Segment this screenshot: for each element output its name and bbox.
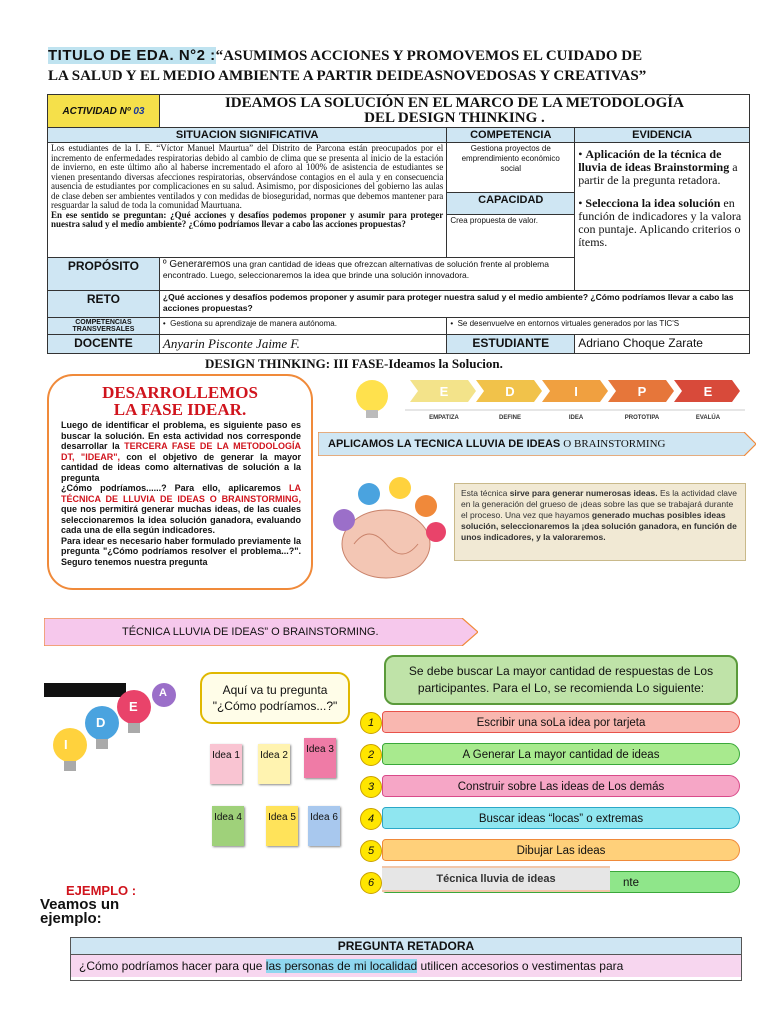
competencia-cell: Gestiona proyectos de emprendimiento económico social: [447, 143, 575, 193]
situacion-text: Los estudiantes de la I. E. “Víctor Manuel Maurtua” del Distrito de Parcona están preocupados por el incremento de enfermedades respiratorias debido al cambio de clima que se presenta al inicio de la estación de invierno, en este último año al haberse incrementado el aforo al 100% de asistencia de estudiantes se vienen presentando diversas afecciones respiratorias, observándose contagios en el aula y en consecuencia ausencia de estudiantes por complicaciones en su salud. Asimismo, por disposiciones del gobierno las aulas de clase deben ser ambientes ventilados y con medidas de bioseguridad, normas que debemos mantener para resguardar la salud de toda la comunidad Maurtuana.: [51, 143, 444, 210]
evidencia-header: EVIDENCIA: [575, 128, 750, 143]
ejemplo-line2: ejemplo:: [40, 910, 102, 927]
brainstorming-arrow-rest: O BRAINSTORMING: [563, 438, 666, 450]
dt-phase-name: PROTOTIPA: [624, 415, 660, 421]
pregunta-retadora-label: PREGUNTA RETADORA: [71, 938, 741, 955]
reto-cell: ¿Qué acciones y desafíos podemos proponer y asumir para proteger nuestra salud y el medio ambiente? ¿Cómo podríamos llevar a cabo las acciones propuestas?: [159, 291, 749, 318]
design-thinking-heading: DESIGN THINKING: III FASE-Ideamos la Solucion.: [205, 356, 503, 371]
transversal-item-2: • Se desenvuelve en entornos virtuales generados por las TIC'S: [447, 318, 750, 335]
activity-title-line2: DEL DESIGN THINKING .: [364, 110, 545, 126]
brainstorming-description: Esta técnica sirve para generar numerosas ideas. Es la actividad clave en la generación del grueso de ¡deas sobre las que se trabajará durante el proceso. Una vez que hayamos generado muchas posibles ideas solución, seleccionaremos la ¡dea solución ganadora, en función de unos indicadores, y la valoraremos.: [454, 483, 746, 561]
bulb-letter-d: D: [96, 715, 106, 730]
step-4-number: 4: [360, 808, 382, 830]
step-3-number: 3: [360, 776, 382, 798]
step-1-bar: Escribir una soLa idea por tarjeta: [382, 711, 740, 733]
idear-paragraph-2: ¿Cómo podríamos......? Para ello, aplicaremos LA TÉCNICA DE LLUVIA DE IDEAS O BRAINSTORMING, que nos permitirá generar muchas ideas, de las cuales seleccionaremos la idea solución ganadora, evaluando cada una de ella según indicadores.: [61, 483, 301, 535]
step-5-bar: Dibujar Las ideas: [382, 839, 740, 861]
reto-label: RETO: [48, 291, 160, 318]
question-prompt-box: [200, 672, 350, 724]
design-thinking-phases-graphic: [340, 372, 750, 424]
proposito-cell: º Generaremos una gran cantidad de ideas que ofrezcan alternativas de solución frente al problema encontrado. Luego, seleccionaremos la idea que brinde una solución innovadora.: [159, 258, 574, 291]
question-prompt-line2: "¿Cómo podríamos...?": [212, 699, 338, 713]
activity-title-line1: IDEAMOS LA SOLUCIÓN EN EL MARCO DE LA METODOLOGÍA: [224, 95, 684, 111]
activity-number: 03: [133, 105, 145, 117]
brainstorming-arrow-bold: APLICAMOS LA TECNICA LLUVIA DE IDEAS: [328, 438, 561, 450]
docente-label: DOCENTE: [48, 335, 160, 354]
estudiante-label: ESTUDIANTE: [447, 335, 575, 354]
idear-paragraph-3: Para idear es necesario haber formulado previamente la pregunta "¿Cómo podríamos resolver el problema...?". Seguro tenemos nuestra pregunta: [61, 535, 301, 567]
tecnica-arrow-label: TÉCNICA LLUVIA DE IDEAS” O BRAINSTORMING.: [122, 626, 379, 638]
activity-number-cell: [48, 95, 160, 128]
dt-phase-letter: I: [574, 384, 578, 399]
docente-name: Anyarin Pisconte Jaime F.: [159, 335, 446, 354]
evidencia-item-2: • Selecciona la idea solución en función de indicadores y la valora con puntaje. Aplicando criterios o ítems.: [578, 196, 742, 249]
ejemplo-line1: Veamos un: [40, 896, 120, 913]
transversal-item-1: • Gestiona su aprendizaje de manera autónoma.: [159, 318, 446, 335]
idea-bulbs-illustration: [44, 683, 178, 783]
dt-phase-letter: E: [439, 384, 449, 399]
capacidad-cell: Crea propuesta de valor.: [447, 215, 575, 258]
idea-note-5: Idea 5: [266, 806, 298, 846]
idea-note-4: Idea 4: [212, 806, 244, 846]
capacidad-header: CAPACIDAD: [447, 192, 575, 215]
dt-phase-name: EVALÚA: [695, 415, 721, 421]
idear-box: [47, 374, 313, 590]
bulb-letter-e: E: [129, 699, 138, 714]
eda-label: TITULO DE EDA. N°2 :: [48, 47, 216, 64]
tecnica-arrow: [44, 618, 478, 646]
ejemplo-section: [40, 884, 182, 926]
pregunta-retadora-text: ¿Cómo podríamos hacer para que las personas de mi localidad utilicen accesorios o vestimentas para: [71, 955, 741, 977]
evidencia-cell: [575, 143, 750, 291]
evidencia-item-1: • Aplicación de la técnica de lluvia de ideas Brainstorming a partir de la pregunta retadora.: [578, 147, 738, 187]
brain-icon: [324, 464, 450, 594]
situacion-cell: [48, 143, 447, 258]
estudiante-name: Adriano Choque Zarate: [575, 335, 750, 354]
activity-table: [47, 94, 750, 354]
pregunta-retadora-box: [70, 937, 742, 981]
brainstorming-arrow: [318, 432, 756, 456]
idear-title: DESARROLLEMOS LA FASE IDEAR.: [102, 383, 258, 419]
competencia-header: COMPETENCIA: [447, 128, 575, 143]
dt-phase-letter: P: [637, 384, 647, 399]
recommendation-box: Se debe buscar La mayor cantidad de respuestas de Los participantes. Para el Lo, se recomienda Lo siguiente:: [384, 655, 738, 705]
ejemplo-label: EJEMPLO :: [66, 883, 137, 898]
document-title: [48, 46, 728, 86]
brain-lightbulbs-illustration: [324, 464, 450, 594]
question-prompt-line1: Aquí va tu pregunta: [222, 683, 328, 697]
bulb-letter-a: A: [159, 687, 167, 699]
step-6-number: 6: [360, 872, 382, 894]
situacion-header: SITUACION SIGNIFICATIVA: [48, 128, 447, 143]
step-1-number: 1: [360, 712, 382, 734]
activity-title: [159, 95, 749, 128]
idea-bulbs-icon: [44, 683, 178, 783]
step-5-number: 5: [360, 840, 382, 862]
tecnica-banner: Técnica lluvia de ideas: [382, 866, 610, 892]
idea-note-2: Idea 2: [258, 744, 290, 784]
situacion-question: En ese sentido se preguntan: ¿Qué acciones y desafíos podemos proponer y asumir para proteger nuestra salud y el medio ambiente? ¿Cómo podríamos llevar a cabo las acciones propuestas?: [51, 209, 444, 229]
step-6-bar: nte: [382, 871, 740, 893]
step-4-bar: Buscar ideas “locas” o extremas: [382, 807, 740, 829]
idear-body: [61, 420, 301, 567]
dt-phase-name: EMPATIZA: [429, 415, 459, 421]
step-2-bar: A Generar La mayor cantidad de ideas: [382, 743, 740, 765]
dt-phase-letter: E: [703, 384, 713, 399]
dt-phase-letter: D: [505, 384, 515, 399]
idea-note-1: Idea 1: [210, 744, 242, 784]
idear-paragraph-1: Luego de identificar el problema, es siguiente paso es buscar la solución. En esta actividad nos corresponde desarrollar la TERCERA FASE DE LA METODOLOGÍA DT, "IDEAR", con el objetivo de generar la mayor cantidad de ideas como alternativas de solución a la pregunta: [61, 420, 301, 483]
proposito-label: PROPÓSITO: [48, 258, 160, 291]
step-3-bar: Construir sobre Las ideas de Los demás: [382, 775, 740, 797]
transversales-label: COMPETENCIAS TRANSVERSALES: [48, 318, 160, 335]
eda-title-line1: “ASUMIMOS ACCIONES Y PROMOVEMOS EL CUIDADO DE: [215, 48, 643, 64]
idea-note-6: Idea 6: [308, 806, 340, 846]
eda-title-line2: LA SALUD Y EL MEDIO AMBIENTE A PARTIR DEIDEASNOVEDOSAS Y CREATIVAS”: [48, 68, 647, 84]
dt-phase-name: DEFINE: [498, 415, 522, 421]
lightbulb-icon: [356, 380, 388, 412]
idea-note-3: Idea 3: [304, 738, 336, 778]
bulb-letter-i: I: [64, 737, 68, 752]
step-2-number: 2: [360, 744, 382, 766]
activity-label: ACTIVIDAD Nº: [62, 105, 131, 117]
design-thinking-strip: [340, 372, 750, 424]
dt-phase-name: IDEA: [568, 415, 584, 421]
